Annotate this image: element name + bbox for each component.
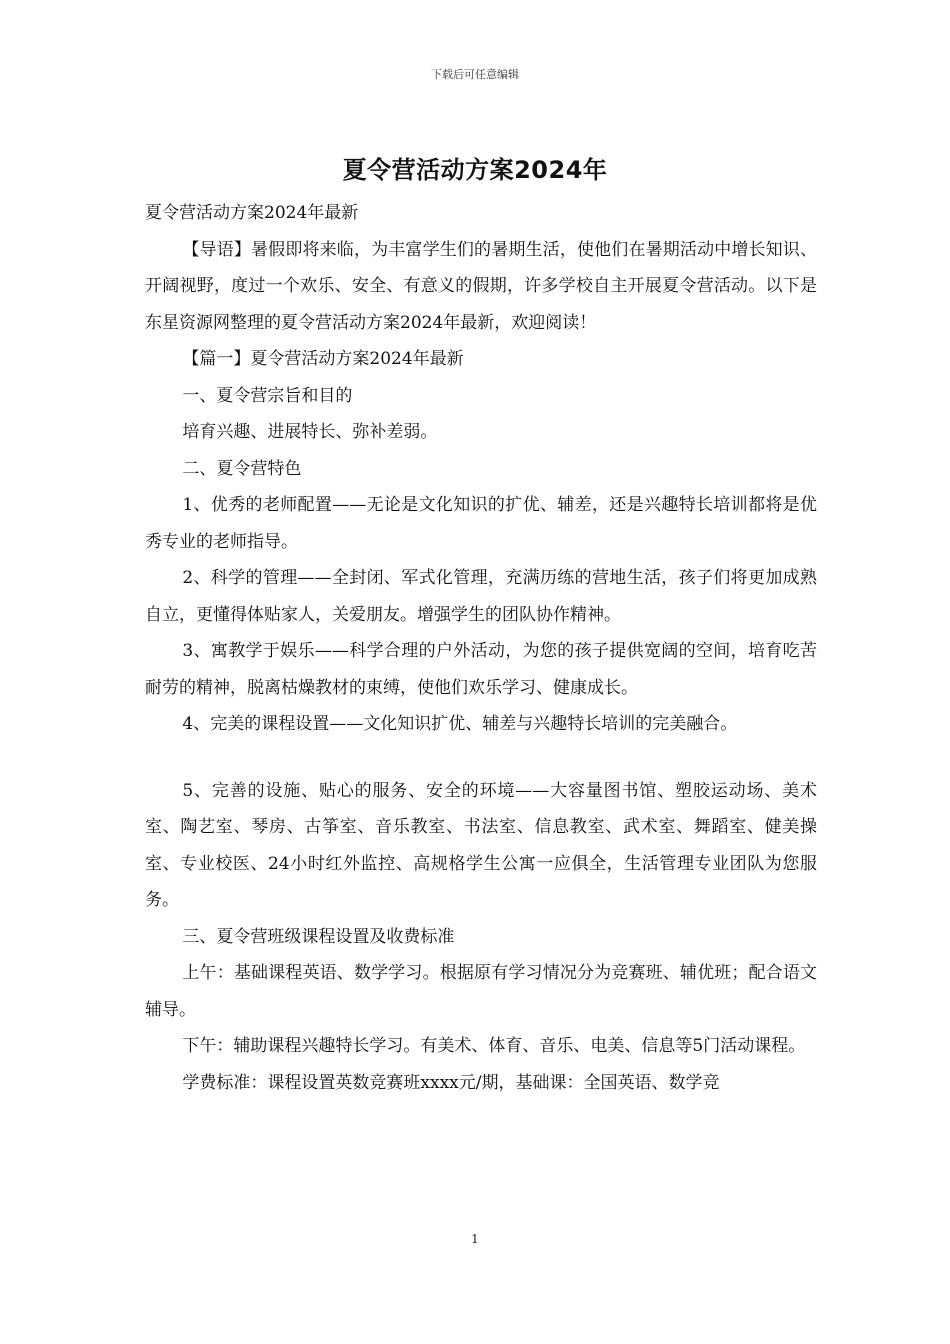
- subtitle-paragraph: 夏令营活动方案2024年最新: [145, 203, 359, 223]
- document-title: 夏令营活动方案2024年: [342, 156, 608, 184]
- body-paragraph: 5、完善的设施、贴心的服务、安全的环境——大容量图书馆、塑胶运动场、美术室、陶艺室、琴房、古筝室、音乐教室、书法室、信息教室、武术室、舞蹈室、健美操室、专业校医、24小时红外监控、高规格学生公寓一应俱全，生活管理专业团队为您服务。: [145, 780, 817, 910]
- section-heading: 二、夏令营特色: [182, 458, 302, 479]
- body-paragraph: 1、优秀的老师配置——无论是文化知识的扩优、辅差，还是兴趣特长培训都将是优秀专业的老师指导。: [145, 495, 817, 552]
- document-body: [145, 195, 817, 1101]
- page-header-note: 下载后可任意编辑: [431, 68, 519, 81]
- paragraph-gap: [145, 743, 817, 773]
- intro-paragraph: 【导语】暑假即将来临，为丰富学生们的暑期生活，使他们在暑期活动中增长知识、开阔视野，度过一个欢乐、安全、有意义的假期，许多学校自主开展夏令营活动。以下是东星资源网整理的夏令营活动方案2024年最新，欢迎阅读！: [145, 239, 817, 333]
- body-paragraph: 下午：辅助课程兴趣特长学习。有美术、体育、音乐、电美、信息等5门活动课程。: [182, 1036, 806, 1056]
- body-paragraph: 4、完美的课程设置——文化知识扩优、辅差与兴趣特长培训的完美融合。: [182, 714, 738, 734]
- body-paragraph: 2、科学的管理——全封闭、军式化管理，充满历练的营地生活，孩子们将更加成熟自立，更懂得体贴家人，关爱朋友。增强学生的团队协作精神。: [145, 568, 817, 625]
- body-paragraph: 培育兴趣、进展特长、弥补差弱。: [182, 422, 438, 442]
- page-number: 1: [471, 1232, 479, 1246]
- body-paragraph: 3、寓教学于娱乐——科学合理的户外活动，为您的孩子提供宽阔的空间，培育吃苦耐劳的精神，脱离枯燥教材的束缚，使他们欢乐学习、健康成长。: [145, 641, 817, 698]
- section-heading: 三、夏令营班级课程设置及收费标准: [182, 926, 455, 947]
- section-heading: 【篇一】夏令营活动方案2024年最新: [182, 349, 464, 369]
- body-paragraph: 学费标准：课程设置英数竞赛班xxxx元/期，基础课：全国英语、数学竞: [182, 1072, 720, 1093]
- body-paragraph: 上午：基础课程英语、数学学习。根据原有学习情况分为竞赛班、辅优班；配合语文辅导。: [145, 963, 817, 1020]
- section-heading: 一、夏令营宗旨和目的: [182, 385, 353, 406]
